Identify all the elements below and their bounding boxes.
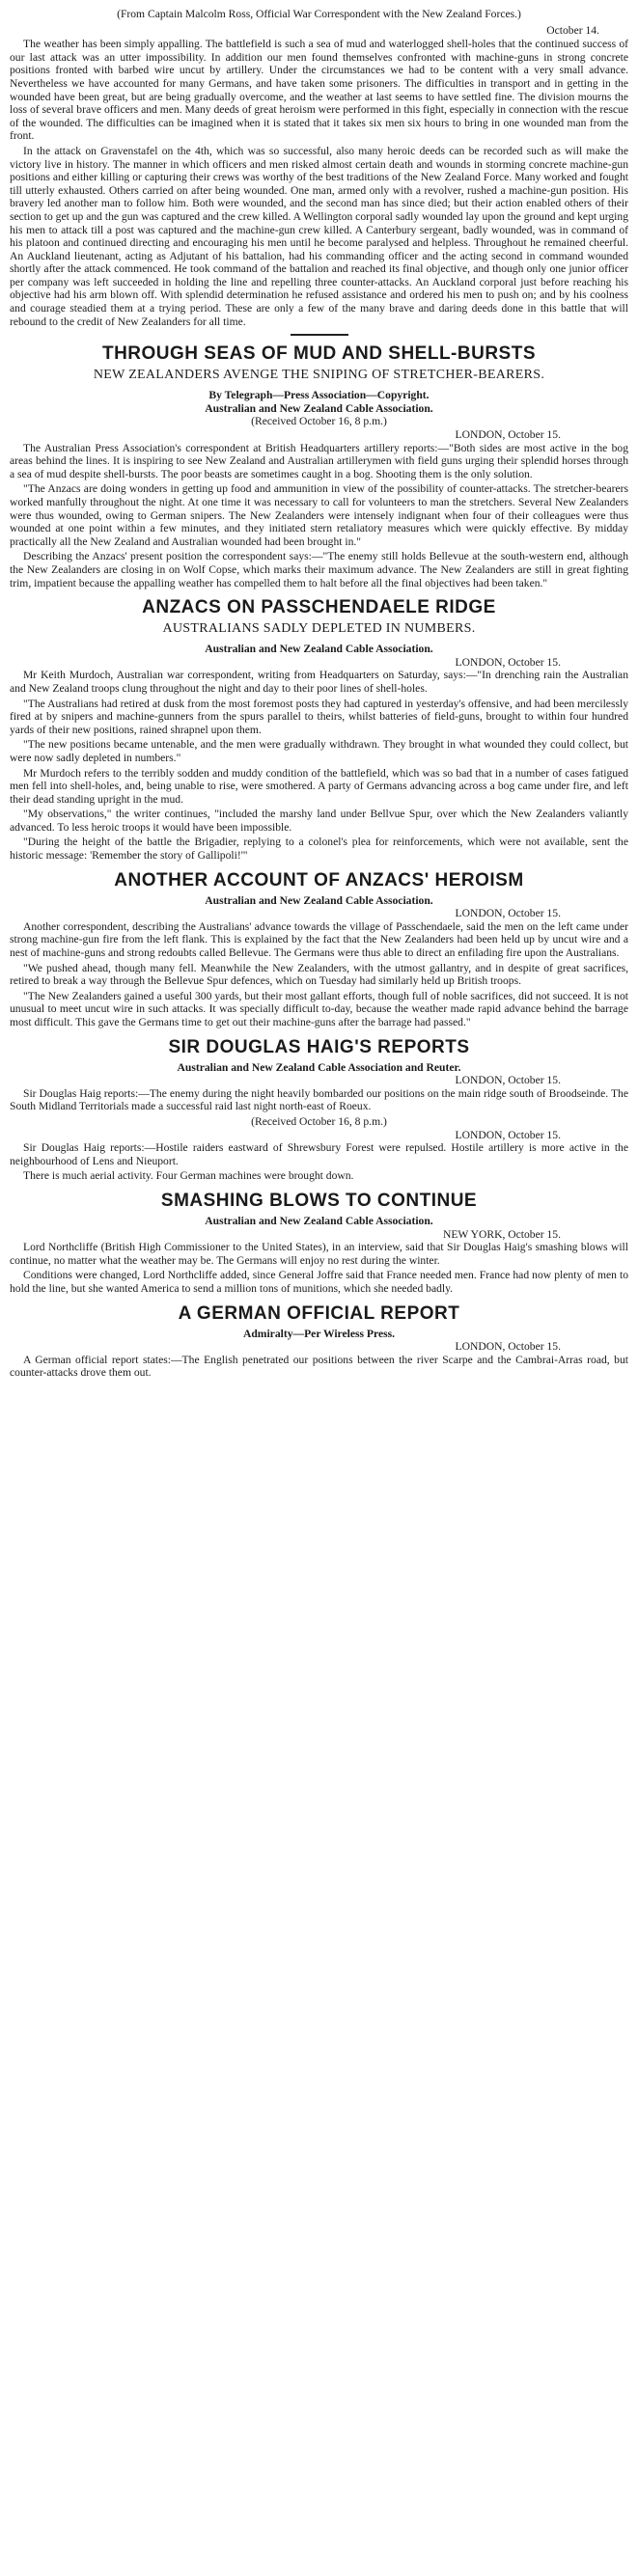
article-headline: SIR DOUGLAS HAIG'S REPORTS xyxy=(168,1036,470,1057)
article-byline: Australian and New Zealand Cable Association and Reuter. xyxy=(177,1060,461,1074)
article-paragraph: The Australian Press Association's correspondent at British Headquarters artillery reports:—"Both sides are most active in the bog areas behind the lines. It is inspiring to see New Zealand and Australian artillerymen with field guns urging their splendid horses through a sea of mud despite shell-bursts. The poor beasts are sometimes caught in a bog. Shooting them is the only solution. xyxy=(10,441,628,480)
article-subhead: NEW ZEALANDERS AVENGE THE SNIPING OF STRETCHER-BEARERS. xyxy=(93,368,545,383)
article-byline: Australian and New Zealand Cable Association. xyxy=(205,643,433,656)
article-byline: (Received October 16, 8 p.m.) xyxy=(251,1114,387,1128)
section-divider xyxy=(291,334,348,336)
article-paragraph: Mr Keith Murdoch, Australian war correspondent, writing from Headquarters on Saturday, says:—"In drenching rain the Australian and New Zealand troops clung throughout the night and day to their poor lines of shell-holes. xyxy=(10,669,628,695)
article-byline: Admiralty—Per Wireless Press. xyxy=(242,1327,396,1340)
article-dateline: LONDON, October 15. xyxy=(455,1340,561,1354)
article-dateline: LONDON, October 15. xyxy=(455,1128,561,1141)
article-paragraph: Describing the Anzacs' present position the correspondent says:—"The enemy still holds Bellevue at the south-western end, although the New Zealanders are closing in on Wolf Copse, which marks their maximum advance. The New Zealanders are still in great fighting trim, impatient because the appalling weather has compelled them to halt before all the final objectives had been taken." xyxy=(10,550,628,589)
article-headline: ANOTHER ACCOUNT OF ANZACS' HEROISM xyxy=(114,869,524,891)
article-subhead: AUSTRALIANS SADLY DEPLETED IN NUMBERS. xyxy=(162,621,476,637)
article-dateline: LONDON, October 15. xyxy=(455,655,561,669)
article-smashing-blows xyxy=(10,1191,628,1296)
article-paragraph: "We pushed ahead, though many fell. Meanwhile the New Zealanders, with the utmost gallantry, and in despite of great sacrifices, retired to break a way through the Bellevue Spur defences, which on Tuesday had similarly held up British troops. xyxy=(10,961,628,988)
article-byline: (Received October 16, 8 p.m.) xyxy=(251,415,387,428)
article-haig-reports xyxy=(10,1037,628,1183)
article-headline: A GERMAN OFFICIAL REPORT xyxy=(178,1302,460,1324)
article-paragraph: "The Anzacs are doing wonders in getting up food and ammunition in view of the possibility of counter-attacks. The stretcher-bearers worked manfully throughout the night. At one time it was necessary to call for volunteers to man the stretchers. Several New Zealanders were thus wounded, owing to German snipers. The New Zealanders were intensely indignant when four of their colleagues were thus wounded at one point within a few minutes, and they initiated stern retaliatory measures which were quickly effective. By midday practically all the New Zealand and Australian wounded had been brought in." xyxy=(10,482,628,548)
article-paragraph: "My observations," the writer continues, "included the marshy land under Bellvue Spur, over which the New Zealanders valiantly advanced. To less heroic troops it would have been impossible. xyxy=(10,808,628,834)
article-paragraph: Sir Douglas Haig reports:—Hostile raiders eastward of Shrewsbury Forest were repulsed. Hostile artillery is more active in the neighbourhood of Lens and Nieuport. xyxy=(10,1141,628,1167)
article-byline: Australian and New Zealand Cable Association. xyxy=(205,893,433,907)
article-paragraph: "The new positions became untenable, and the men were gradually withdrawn. They brought in what wounded they could collect, but were now sadly depleted in numbers." xyxy=(10,738,628,764)
article-passchendaele-ridge xyxy=(10,597,628,863)
intro-section xyxy=(10,8,628,328)
intro-dateline: October 14. xyxy=(546,23,599,37)
intro-kicker: (From Captain Malcolm Ross, Official War Correspondent with the New Zealand Forces.) xyxy=(117,8,521,20)
article-paragraph: Lord Northcliffe (British High Commissioner to the United States), in an interview, said that Sir Douglas Haig's smashing blows will continue, no matter what the weather may be. The Germans will enjoy no rest during the winter. xyxy=(10,1241,628,1267)
article-mud-shell-bursts xyxy=(10,343,628,589)
article-byline: Australian and New Zealand Cable Association. xyxy=(205,1214,433,1227)
article-byline: Australian and New Zealand Cable Association. xyxy=(205,401,433,415)
article-byline: By Telegraph—Press Association—Copyright. xyxy=(208,389,430,402)
article-paragraph: There is much aerial activity. Four German machines were brought down. xyxy=(23,1169,354,1183)
article-paragraph: A German official report states:—The English penetrated our positions between the river Scarpe and the Cambrai-Arras road, but counter-attacks drove them out. xyxy=(10,1353,628,1380)
article-paragraph: Another correspondent, describing the Australians' advance towards the village of Passchendaele, said the men on the left came under strong machine-gun fire from the left flank. This is explained by the fact that the New Zealanders had been held up by uncut wire and a nest of machine-guns and strong redoubts called Bellevue. The Germans were thus able to direct an enfilading fire upon the Australians. xyxy=(10,919,628,960)
article-german-official-report xyxy=(10,1303,628,1380)
article-paragraph: "The Australians had retired at dusk from the most foremost posts they had captured in yesterday's offensive, and had been mercilessly fired at by snipers and machine-gunners from the spurs parallel to theirs, whilst batteries of field-guns, brought to within four hundred yards of their new positions, rained shrapnel upon them. xyxy=(10,697,628,736)
article-paragraph: Mr Murdoch refers to the terribly sodden and muddy condition of the battlefield, which was so bad that in a number of cases fatigued men fell into shell-holes, and, being unable to rise, were smothered. A party of Germans advancing across a bog came under fire, and left their dead standing upright in the mud. xyxy=(10,766,628,806)
article-anzacs-heroism xyxy=(10,870,628,1029)
article-dateline: NEW YORK, October 15. xyxy=(442,1227,561,1241)
article-headline: ANZACS ON PASSCHENDAELE RIDGE xyxy=(142,597,496,618)
article-paragraph: "During the height of the battle the Brigadier, replying to a colonel's plea for reinforcements, which were not available, sent the historic message: 'Remember the story of Gallipoli!'" xyxy=(10,836,628,863)
article-dateline: LONDON, October 15. xyxy=(455,1074,561,1087)
article-paragraph: Conditions were changed, Lord Northcliffe added, since General Joffre said that France needed men. France had now plenty of men to hold the line, but she wanted America to send a million tons of munitions, which she needed badly. xyxy=(10,1269,628,1295)
article-headline: SMASHING BLOWS TO CONTINUE xyxy=(160,1190,478,1211)
intro-paragraph: The weather has been simply appalling. The battlefield is such a sea of mud and waterlogged shell-holes that the continued success of our last attack was an utter impossibility. In addition our men found themselves confronted with machine-guns in strong concrete positions fronted with barbed wire uncut by artillery. Under the circumstances we had to be content with a very small advance. Nevertheless we have accounted for many Germans, and have taken some prisoners. The difficulties in transport and in getting in the wounded have been great, but are being gradually overcome, and the weather at last seems to have settled fine. The division mourns the loss of several brave officers and men. Many deeds of great heroism were performed in this fight, especially in connection with the rescue of the wounded. The difficulties can be imagined when it is stated that it takes six men six hours to bring in one wounded man from the front. xyxy=(10,38,628,143)
article-dateline: LONDON, October 15. xyxy=(455,907,561,920)
article-paragraph: Sir Douglas Haig reports:—The enemy during the night heavily bombarded our positions on the main ridge south of Broodseinde. The South Midland Territorials made a successful raid last night north-east of Roeux. xyxy=(10,1086,628,1113)
article-paragraph: "The New Zealanders gained a useful 300 yards, but their most gallant efforts, though full of noble sacrifices, did not succeed. It is not unusual to meet uncut wire in such attacks. It was specially difficult to-day, because the weather made rapid advance behind the barrage most difficult. This gave the Germans time to get out their machine-guns after the barrage had passed." xyxy=(10,989,628,1028)
article-headline: THROUGH SEAS OF MUD AND SHELL-BURSTS xyxy=(101,343,537,365)
article-dateline: LONDON, October 15. xyxy=(455,428,561,442)
intro-paragraph: In the attack on Gravenstafel on the 4th, which was so successful, also many heroic deeds can be recorded such as will make the victory live in history. The manner in which officers and men risked almost certain death and wounds in storming concrete machine-gun positions and either killing or capturing their crews was worthy of the best traditions of the New Zealand Force. Many worked and fought till utterly exhausted. Others carried on after being wounded. One man, armed only with a revolver, rushed a machine-gun position. His bravery led another man to follow him. Both were wounded, and the second man has since died; but their action enabled others of their section to get up and the gun was captured and the crew killed. A Wellington corporal sadly wounded lay upon the ground and kept urging his men to attack till a post was captured and the machine-gun crew killed. A Canterbury sergeant, badly wounded, was in command of his platoon and continued directing and encouraging his men until he become paralysed and helpless. Throughout he remained cheerful. An Auckland lieutenant, acting as Adjutant of his battalion, had his commanding officer and the acting second in command wounded shortly after the attack commenced. He took command of the battalion and reached its final objective, and though only one junior officer per company was left succeeded in holding the line and repelling three counter-attacks. An Auckland corporal just before reaching his objective had his arm blown off. With splendid determination he refused assistance and ordered his men to push on; and by his coolness and courage steadied them at a trying period. These are only a few of the many brave and daring deeds done in this battle that will rebound to the credit of New Zealanders for all time. xyxy=(10,144,628,328)
